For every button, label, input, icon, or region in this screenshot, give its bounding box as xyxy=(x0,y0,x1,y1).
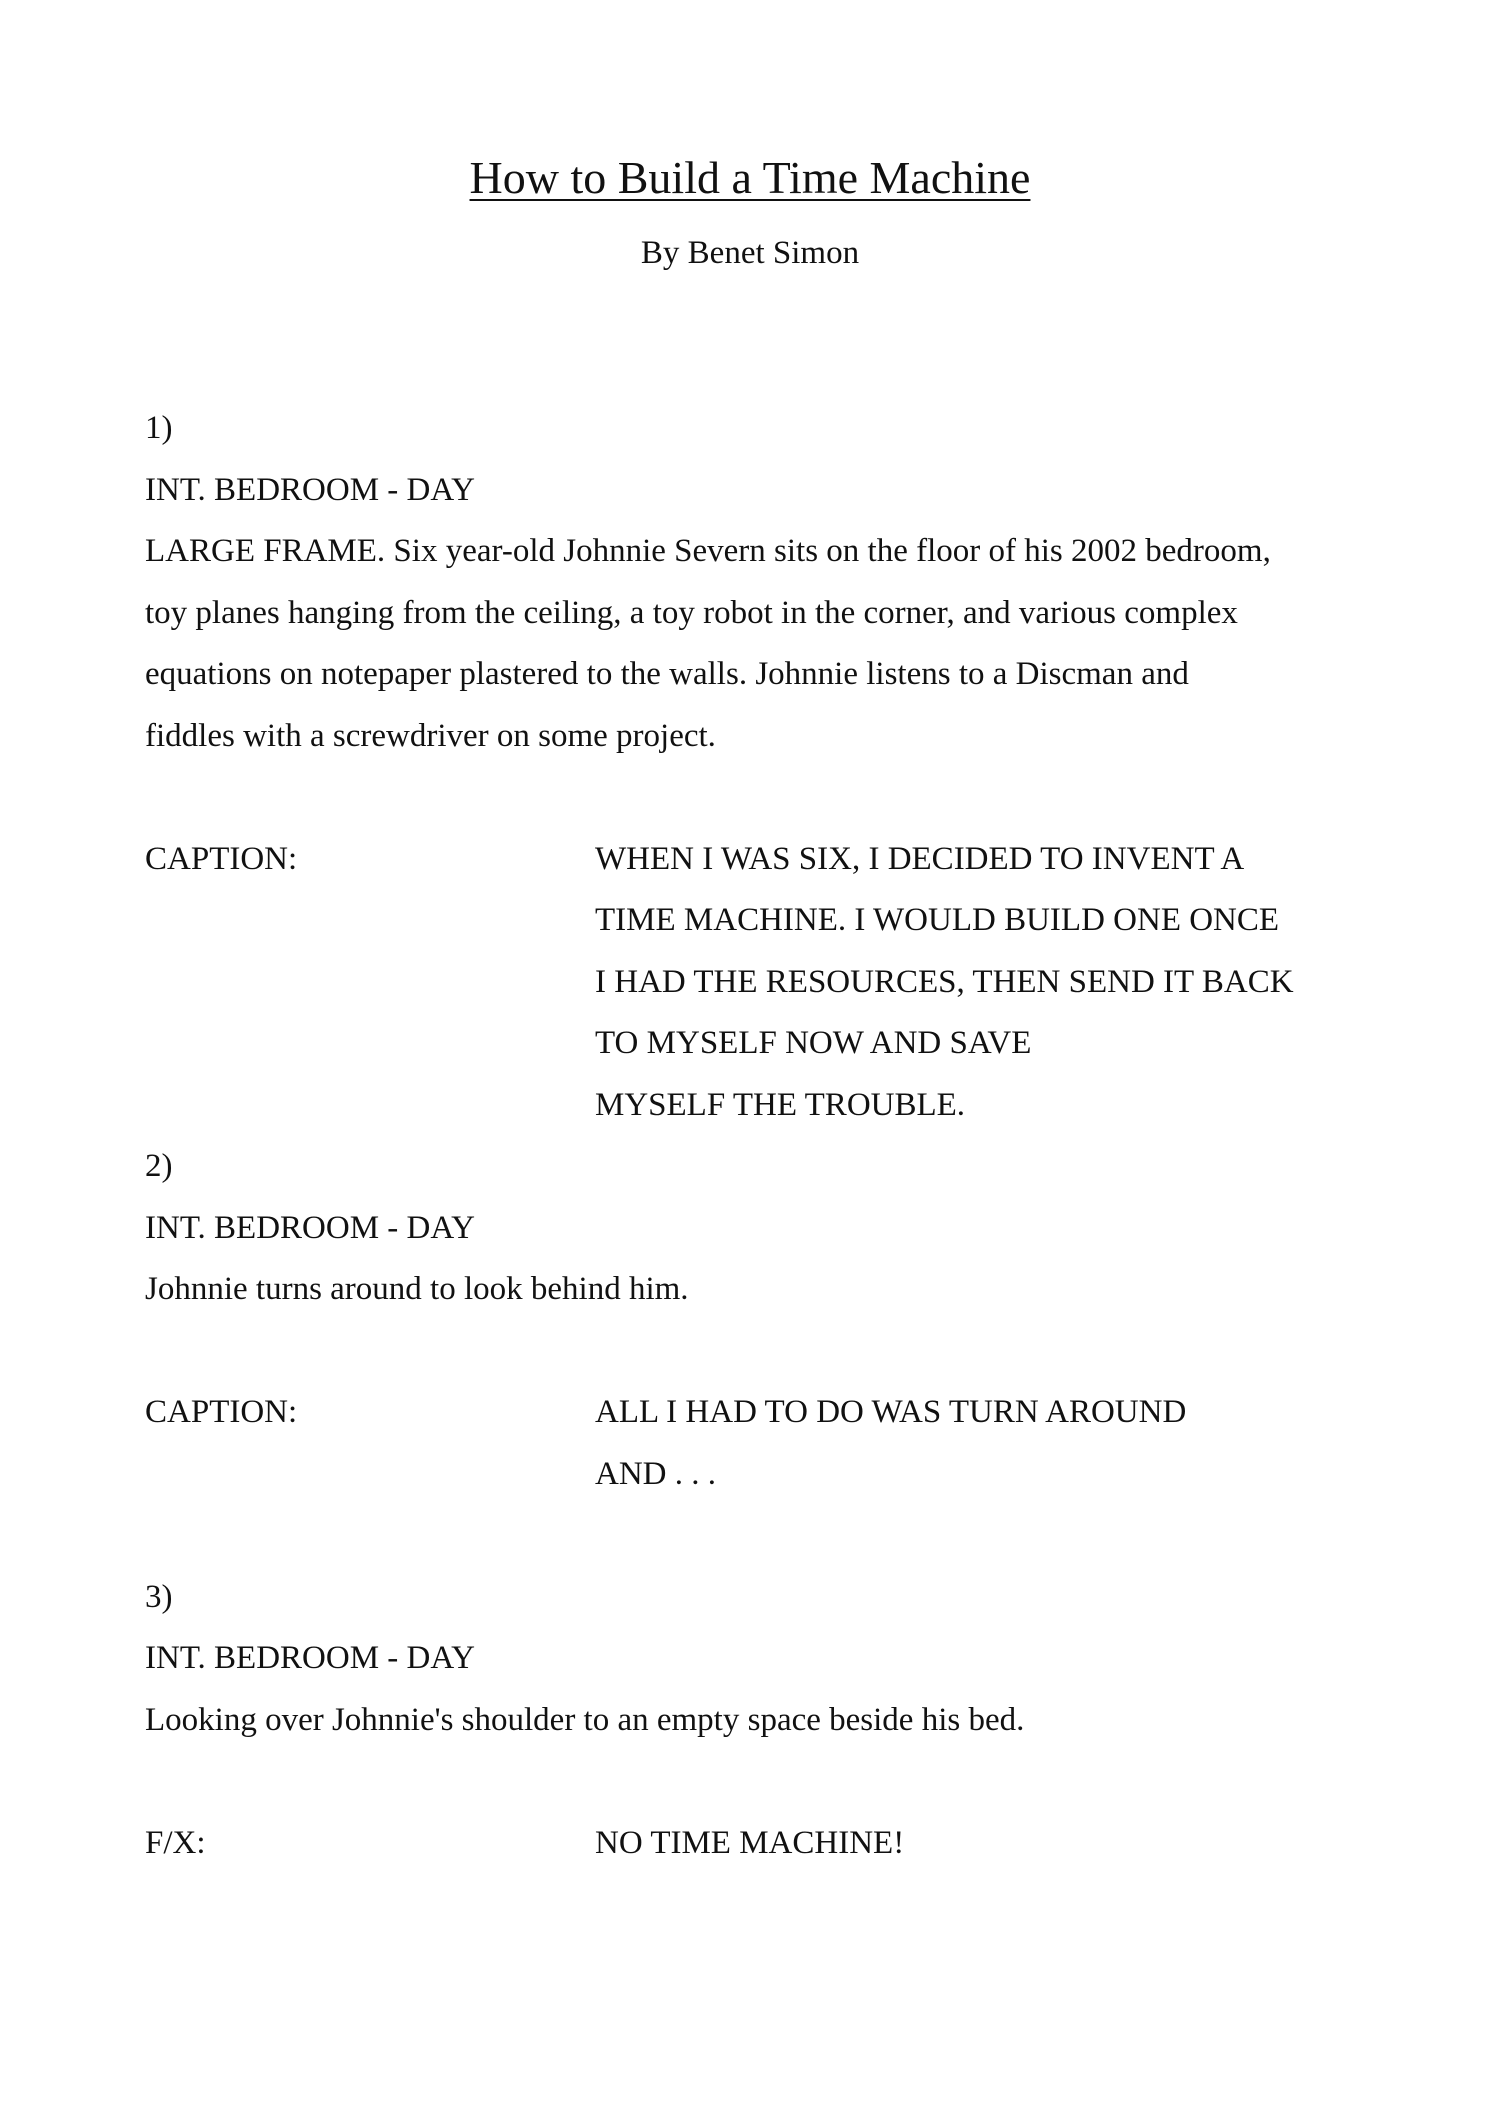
caption-line: MYSELF THE TROUBLE. xyxy=(595,1086,966,1123)
fx-line: NO TIME MACHINE! xyxy=(595,1824,905,1861)
caption-line: ALL I HAD TO DO WAS TURN AROUND xyxy=(595,1394,1187,1430)
scene-heading: INT. BEDROOM - DAY xyxy=(145,1640,475,1676)
action-line: LARGE FRAME. Six year-old Johnnie Severn sits on the floor of his 2002 bedroom, xyxy=(145,533,1271,569)
fx-block xyxy=(145,1813,1375,1875)
caption-label: CAPTION: xyxy=(145,840,298,877)
caption-text xyxy=(595,829,1375,1137)
caption-label: CAPTION: xyxy=(145,1394,298,1430)
scene-heading: INT. BEDROOM - DAY xyxy=(145,471,475,508)
caption-block xyxy=(145,829,1375,1137)
caption-block xyxy=(145,1382,1375,1505)
action-line: Looking over Johnnie's shoulder to an empty space beside his bed. xyxy=(145,1701,1025,1738)
fx-label: F/X: xyxy=(145,1824,206,1861)
caption-line: TIME MACHINE. I WOULD BUILD ONE ONCE xyxy=(595,902,1280,938)
spacer xyxy=(145,1505,1375,1567)
action-line: fiddles with a screwdriver on some project. xyxy=(145,717,716,754)
action-line: equations on notepaper plastered to the walls. Johnnie listens to a Discman and xyxy=(145,656,1189,692)
scene-number: 1) xyxy=(145,410,173,446)
caption-line: WHEN I WAS SIX, I DECIDED TO INVENT A xyxy=(595,840,1245,877)
caption-line: I HAD THE RESOURCES, THEN SEND IT BACK xyxy=(595,963,1294,1000)
author-byline: By Benet Simon xyxy=(640,235,860,271)
scene-number: 2) xyxy=(145,1148,173,1184)
caption-line: TO MYSELF NOW AND SAVE xyxy=(595,1025,1032,1061)
fx-text xyxy=(595,1813,1375,1875)
caption-text xyxy=(595,1382,1375,1505)
scene-action xyxy=(145,1259,1375,1321)
spacer xyxy=(145,767,1375,829)
document-title: How to Build a Time Machine xyxy=(469,152,1031,203)
caption-line: AND . . . xyxy=(595,1455,716,1492)
spacer xyxy=(145,1321,1375,1383)
spacer xyxy=(145,1751,1375,1813)
scene-action xyxy=(145,1690,1375,1752)
scene-action xyxy=(145,521,1375,767)
script-body xyxy=(145,398,1375,1874)
scene-heading: INT. BEDROOM - DAY xyxy=(145,1209,475,1246)
action-line: toy planes hanging from the ceiling, a toy robot in the corner, and various complex xyxy=(145,594,1238,631)
scene-3 xyxy=(145,1567,1375,1875)
scene-2 xyxy=(145,1136,1375,1567)
action-line: Johnnie turns around to look behind him. xyxy=(145,1271,689,1307)
scene-1 xyxy=(145,398,1375,1136)
scene-number: 3) xyxy=(145,1578,173,1615)
